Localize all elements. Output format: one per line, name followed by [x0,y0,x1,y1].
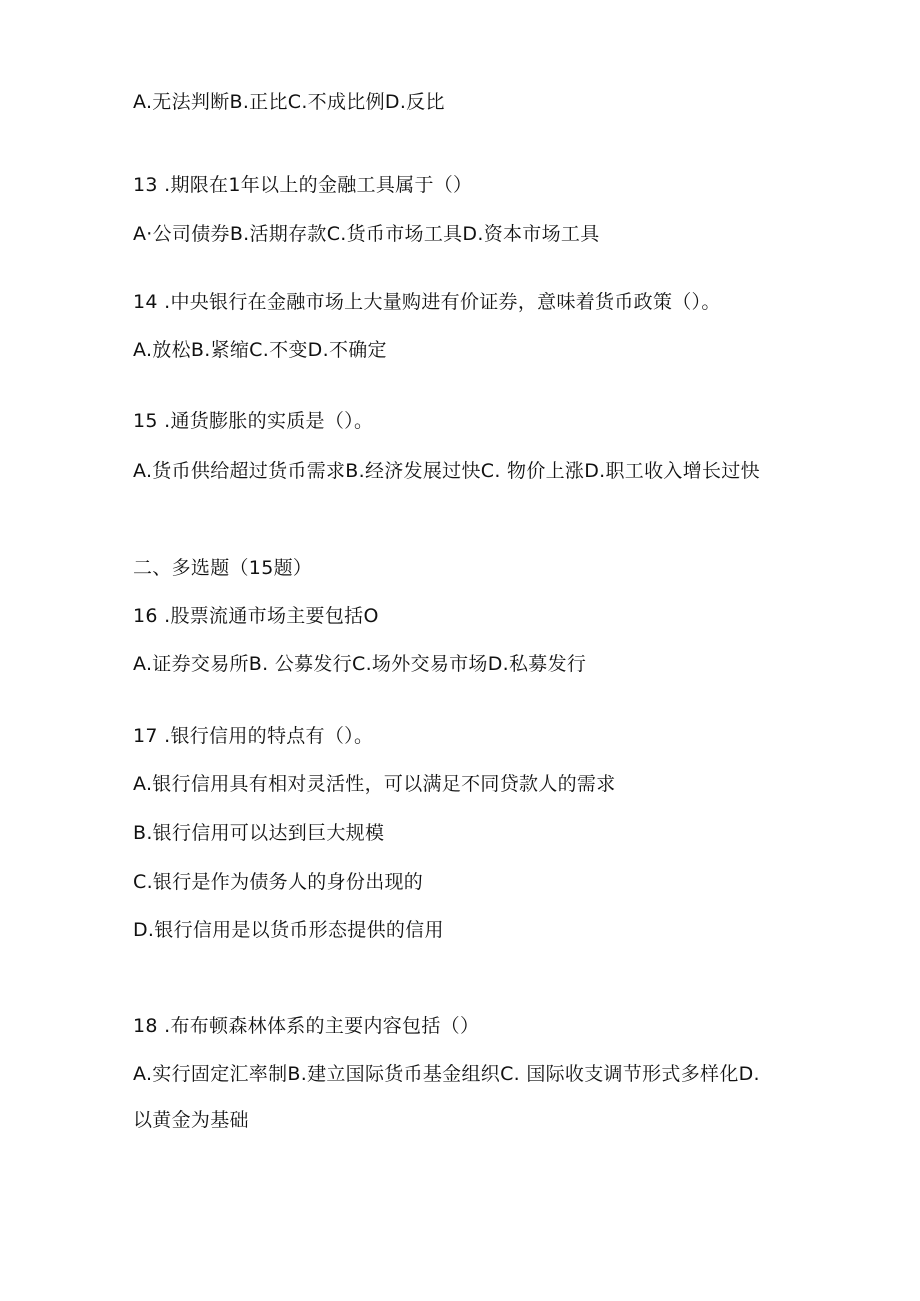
q18-options: A.实行固定汇率制B.建立国际货币基金组织C. 国际收支调节形式多样化D. [133,1063,760,1085]
q13-question: 13 .期限在1年以上的金融工具属于（） [133,174,473,196]
q17-option-c: C.银行是作为债务人的身份出现的 [133,871,424,893]
q17-option-a: A.银行信用具有相对灵活性，可以满足不同贷款人的需求 [133,773,616,795]
q14-options: A.放松B.紧缩C.不变D.不确定 [133,339,387,361]
q17-option-d: D.银行信用是以货币形态提供的信用 [133,919,444,941]
q13-options: A·公司债券B.活期存款C.货币市场工具D.资本市场工具 [133,223,600,245]
q12-options: A.无法判断B.正比C.不成比例D.反比 [133,91,445,113]
q16-question: 16 .股票流通市场主要包括O [133,605,379,627]
section-heading-multiple-choice: 二、多选题（15题） [133,557,313,579]
q18-question: 18 .布布顿森林体系的主要内容包括（） [133,1015,480,1037]
q15-options: A.货币供给超过货币需求B.经济发展过快C. 物价上涨D.职工收入增长过快 [133,460,760,482]
q17-option-b: B.银行信用可以达到巨大规模 [133,822,385,844]
q18-options-continued: 以黄金为基础 [133,1109,249,1131]
q17-question: 17 .银行信用的特点有（）。 [133,725,374,747]
q16-options: A.证券交易所B. 公募发行C.场外交易市场D.私募发行 [133,653,587,675]
q15-question: 15 .通货膨胀的实质是（）。 [133,410,374,432]
q14-question: 14 .中央银行在金融市场上大量购进有价证券，意味着货币政策（）。 [133,291,721,313]
